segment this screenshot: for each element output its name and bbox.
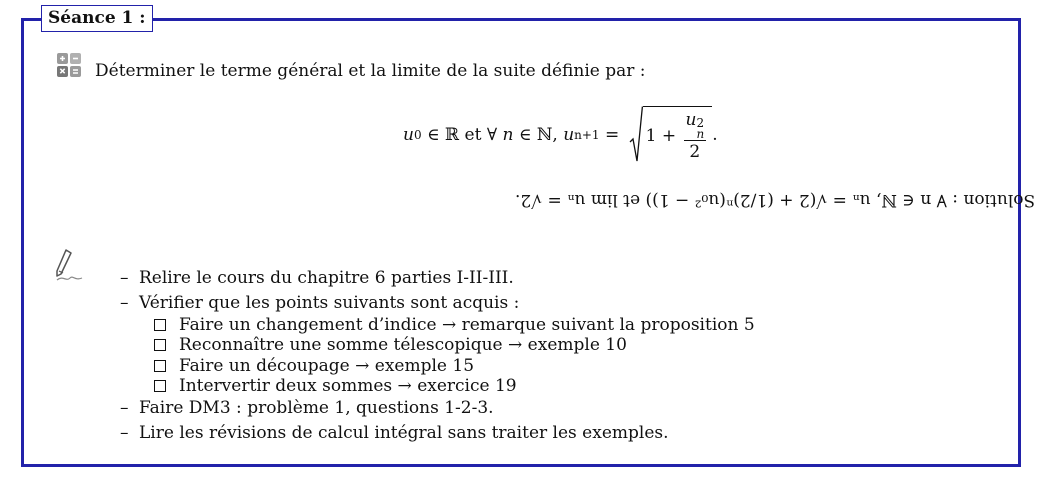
todo-item xyxy=(120,266,755,291)
numerator-exponent: 2 xyxy=(696,115,705,130)
checkbox-icon[interactable] xyxy=(154,339,166,351)
checklist-text: Intervertir deux sommes → exercice 19 xyxy=(179,375,517,396)
sequence-definition xyxy=(403,105,718,165)
fraction-denominator: 2 xyxy=(689,141,701,162)
checkbox-icon[interactable] xyxy=(154,319,166,331)
reals-text: ∈ ℝ et ∀ xyxy=(421,125,503,145)
todo-item-text: Faire DM3 : problème 1, questions 1-2-3. xyxy=(139,398,494,419)
one-plus: 1 + xyxy=(645,125,682,146)
todo-item xyxy=(120,396,755,421)
un1-symbol: u xyxy=(563,125,575,145)
square-root xyxy=(629,106,713,164)
checklist-item xyxy=(154,335,755,355)
fraction xyxy=(684,109,707,163)
todo-item-text: Relire le cours du chapitre 6 parties I-II-III. xyxy=(139,268,514,288)
checkbox-icon[interactable] xyxy=(154,380,166,392)
bullet-dash: – xyxy=(120,268,129,288)
n-symbol: n xyxy=(502,125,514,145)
checklist-item xyxy=(154,315,755,335)
formula-end: . xyxy=(712,125,718,145)
checklist xyxy=(120,315,755,396)
todo-item xyxy=(120,421,755,446)
todo-list xyxy=(120,266,755,445)
todo-item-text: Lire les révisions de calcul intégral sans traiter les exemples. xyxy=(139,422,669,443)
checklist-text: Reconnaître une somme télescopique → exemple 10 xyxy=(179,335,627,356)
checklist-text: Faire un changement d’indice → remarque suivant la proposition 5 xyxy=(179,315,755,335)
un1-subscript: n+1 xyxy=(574,128,600,142)
radical-sign xyxy=(629,106,643,164)
checklist-text: Faire un découpage → exemple 15 xyxy=(179,355,475,376)
todo-item xyxy=(120,291,755,316)
checklist-item xyxy=(154,376,755,396)
numerator-index: n xyxy=(696,126,705,141)
todo-item-text: Vérifier que les points suivants sont acquis : xyxy=(139,292,520,313)
u0-symbol: u xyxy=(403,125,414,145)
calculator-icon xyxy=(56,52,82,78)
numerator-u: u xyxy=(685,109,697,130)
session-label: Séance 1 : xyxy=(41,5,153,32)
pencil-icon xyxy=(54,248,84,284)
naturals-text: ∈ ℕ, xyxy=(513,125,564,145)
bullet-dash: – xyxy=(120,292,129,313)
equals-sign: = xyxy=(599,125,625,145)
bullet-dash: – xyxy=(120,422,129,443)
fraction-numerator xyxy=(684,109,707,141)
bullet-dash: – xyxy=(120,398,129,419)
solution-upside-down: Solution : ∀ n ∈ ℕ, uₙ = √(2 + (1/2)ⁿ(u₀² − 1)) et lim uₙ = √2. xyxy=(515,190,1036,210)
u0-subscript: 0 xyxy=(413,128,422,142)
radicand xyxy=(643,106,713,164)
exercise-instruction: Déterminer le terme général et la limite de la suite définie par : xyxy=(95,61,646,81)
checkbox-icon[interactable] xyxy=(154,360,166,372)
checklist-item xyxy=(154,356,755,376)
